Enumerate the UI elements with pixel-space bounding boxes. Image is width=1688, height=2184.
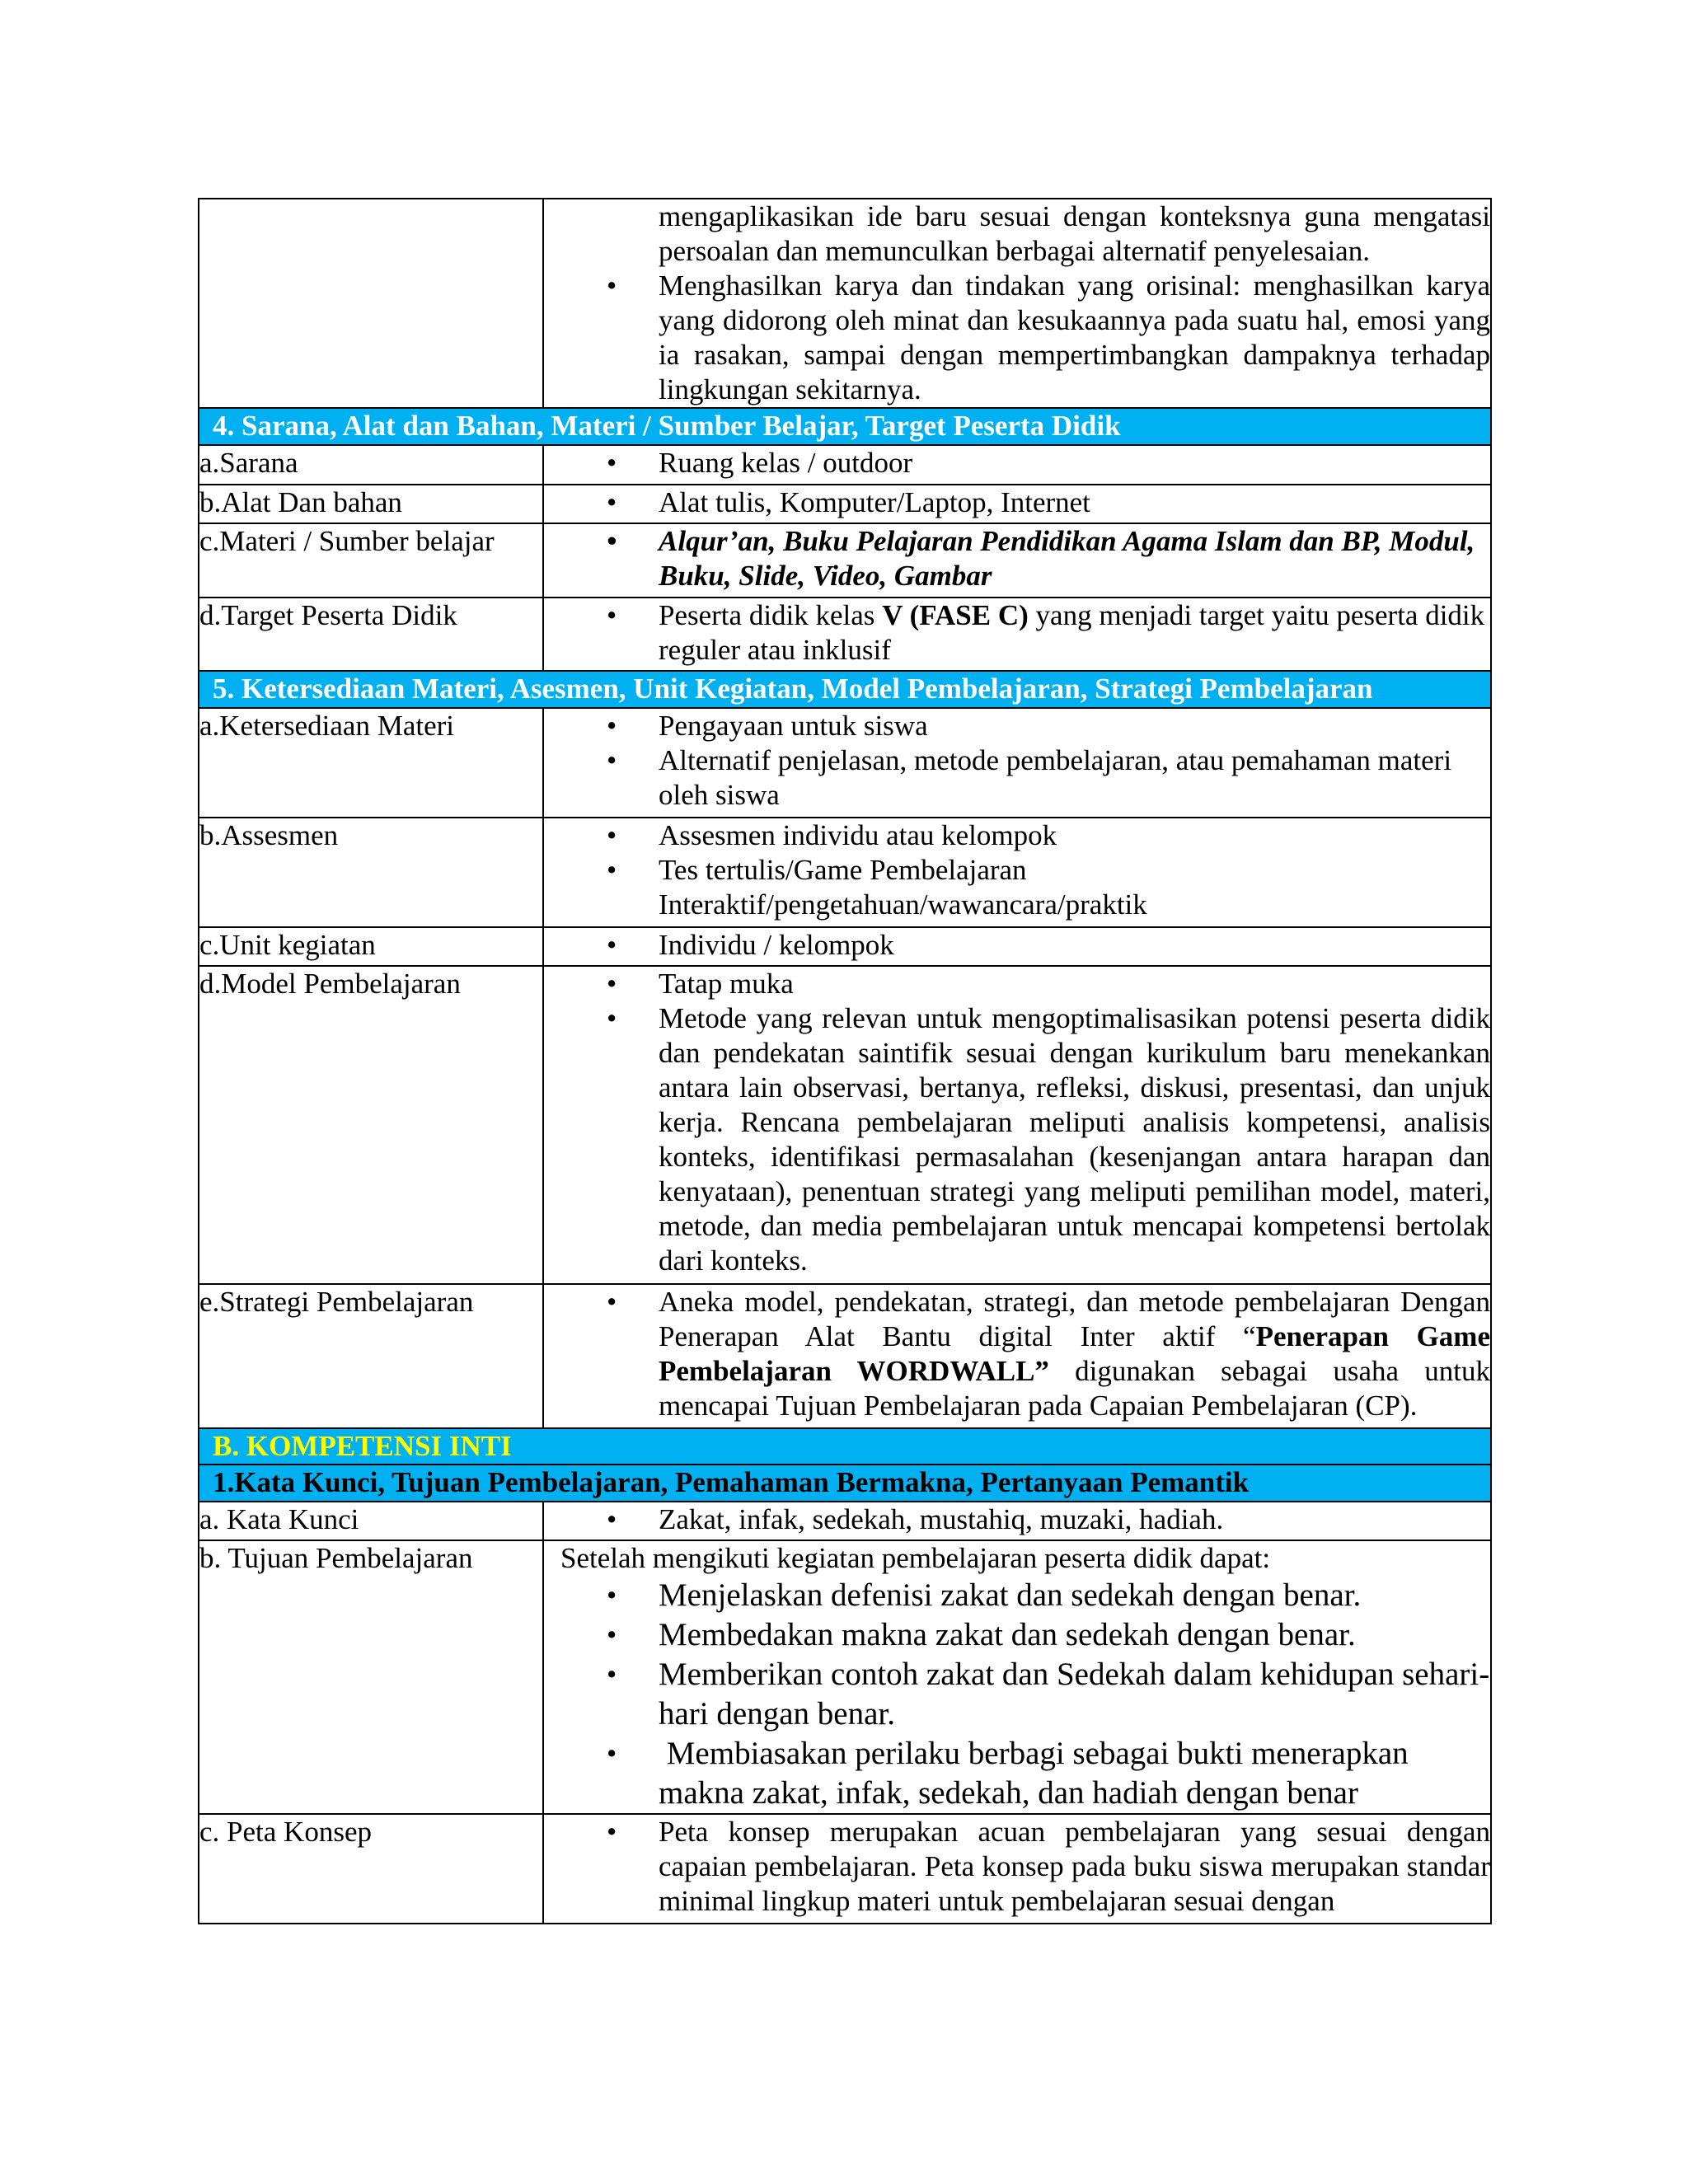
list-item: • Membiasakan perilaku berbagi sebagai bukti menerapkan makna zakat, infak, sedekah, dan hadiah dengan benar [544, 1734, 1490, 1813]
value-cell [543, 1284, 1491, 1428]
list-item: • Pengayaan untuk siswa [544, 709, 1490, 743]
objectives-intro: Setelah mengikuti kegiatan pembelajaran peserta didik dapat: [560, 1542, 1271, 1574]
bullet-list [544, 269, 1490, 407]
target-text: Peserta didik kelas [659, 599, 883, 631]
list-item: • Metode yang relevan untuk mengoptimalisasikan potensi peserta didik dan pendekatan saintifik sesuai dengan kurikulum baru menekankan antara lain observasi, bertanya, refleksi, diskusi, presentasi, dan unjuk kerja. Rencana pembelajaran meliputi analisis kompetensi, analisis konteks, identifikasi permasalahan (kesenjangan antara harapan dan kenyataan), penentuan strategi yang meliputi pemilihan model, materi, metode, dan media pembelajaran untuk mencapai kompetensi bertolak dari konteks. [544, 1001, 1490, 1278]
section-4-header: 4. Sarana, Alat dan Bahan, Materi / Sumber Belajar, Target Peserta Didik [199, 408, 1491, 445]
list-item: • Alat tulis, Komputer/Laptop, Internet [544, 485, 1490, 520]
table-row [199, 966, 1491, 1284]
list-item: • Alqur’an, Buku Pelajaran Pendidikan Agama Islam dan BP, Modul, Buku, Slide, Video, Gambar [544, 524, 1490, 593]
list-item: • Membedakan makna zakat dan sedekah dengan benar. [544, 1615, 1490, 1655]
row-label: d.Target Peserta Didik [199, 598, 543, 671]
list-item [544, 598, 1490, 668]
row-label: b.Assesmen [199, 818, 543, 927]
section-header-row [199, 671, 1491, 708]
row-label: a.Sarana [199, 445, 543, 485]
value-cell [543, 485, 1491, 523]
list-item: • Ruang kelas / outdoor [544, 446, 1490, 480]
list-item: • Memberikan contoh zakat dan Sedekah dalam kehidupan sehari-hari dengan benar. [544, 1655, 1490, 1734]
row-label: e.Strategi Pembelajaran [199, 1284, 543, 1428]
table-row [199, 598, 1491, 671]
table-row [199, 927, 1491, 966]
document-table [198, 198, 1492, 1924]
value-cell [543, 445, 1491, 485]
value-cell [543, 1502, 1491, 1540]
value-cell [543, 598, 1491, 671]
section-5-header: 5. Ketersediaan Materi, Asesmen, Unit Kegiatan, Model Pembelajaran, Strategi Pembelajaran [199, 671, 1491, 708]
value-cell [543, 708, 1491, 818]
table-row [199, 1502, 1491, 1540]
section-b1-header: 1.Kata Kunci, Tujuan Pembelajaran, Pemahaman Bermakna, Pertanyaan Pemantik [199, 1465, 1491, 1502]
row-label: b.Alat Dan bahan [199, 485, 543, 523]
table-row [199, 445, 1491, 485]
strategy-text-rest: digunakan sebagai usaha untuk mencapai Tujuan Pembelajaran pada Capaian Pembelajaran (CP). [659, 1355, 1491, 1422]
target-text-rest: yang menjadi target yaitu peserta didik reguler atau inklusif [659, 599, 1485, 666]
target-class: V (FASE C) [882, 599, 1029, 631]
list-item: • Zakat, infak, sedekah, mustahiq, muzaki, hadiah. [544, 1502, 1490, 1537]
continuation-text: mengaplikasikan ide baru sesuai dengan konteksnya guna mengatasi persoalan dan memunculkan berbagai alternatif penyelesaian. [659, 200, 1490, 267]
list-item: • Tatap muka [544, 967, 1490, 1001]
row-label: c.Materi / Sumber belajar [199, 523, 543, 598]
section-header-row [199, 1428, 1491, 1465]
table-row [199, 1814, 1491, 1924]
table-row [199, 523, 1491, 598]
value-cell [543, 927, 1491, 966]
row-label: c.Unit kegiatan [199, 927, 543, 966]
row-label: a. Kata Kunci [199, 1502, 543, 1540]
value-cell [543, 523, 1491, 598]
section-header-row [199, 408, 1491, 445]
table-row [199, 1540, 1491, 1814]
table-row [199, 199, 1491, 408]
strategy-text: Aneka model, pendekatan, strategi, dan metode pembelajaran Dengan Penerapan Alat Bantu digital Inter aktif “ [659, 1286, 1490, 1352]
table-row [199, 485, 1491, 523]
row-label: d.Model Pembelajaran [199, 966, 543, 1284]
list-item: • Assesmen individu atau kelompok [544, 818, 1490, 853]
value-cell [543, 1540, 1491, 1814]
section-b-header: B. KOMPETENSI INTI [199, 1428, 1491, 1465]
value-cell [543, 199, 1491, 408]
row-label: b. Tujuan Pembelajaran [199, 1540, 543, 1814]
list-item: • Individu / kelompok [544, 928, 1490, 963]
list-item: • Alternatif penjelasan, metode pembelajaran, atau pemahaman materi oleh siswa [544, 743, 1490, 813]
value-cell [543, 966, 1491, 1284]
row-label: c. Peta Konsep [199, 1814, 543, 1924]
list-item: • Menghasilkan karya dan tindakan yang orisinal: menghasilkan karya yang didorong oleh minat dan kesukaannya pada suatu hal, emosi yang ia rasakan, sampai dengan mempertimbangkan dampaknya terhadap lingkungan sekitarnya. [544, 269, 1490, 407]
list-item: • Peta konsep merupakan acuan pembelajaran yang sesuai dengan capaian pembelajaran. Peta konsep pada buku siswa merupakan standar minimal lingkup materi untuk pembelajaran sesuai dengan [544, 1815, 1490, 1919]
list-item: • Tes tertulis/Game Pembelajaran Interaktif/pengetahuan/wawancara/praktik [544, 853, 1490, 922]
value-cell [543, 1814, 1491, 1924]
value-cell [543, 818, 1491, 927]
row-label: a.Ketersediaan Materi [199, 708, 543, 818]
table-row [199, 708, 1491, 818]
list-item [544, 1285, 1490, 1423]
table-row [199, 1284, 1491, 1428]
table-row [199, 818, 1491, 927]
empty-label-cell [199, 199, 543, 408]
section-header-row [199, 1465, 1491, 1502]
list-item: • Menjelaskan defenisi zakat dan sedekah dengan benar. [544, 1576, 1490, 1615]
strategy-highlight: Penerapan Game Pembelajaran WORDWALL” [659, 1320, 1490, 1387]
